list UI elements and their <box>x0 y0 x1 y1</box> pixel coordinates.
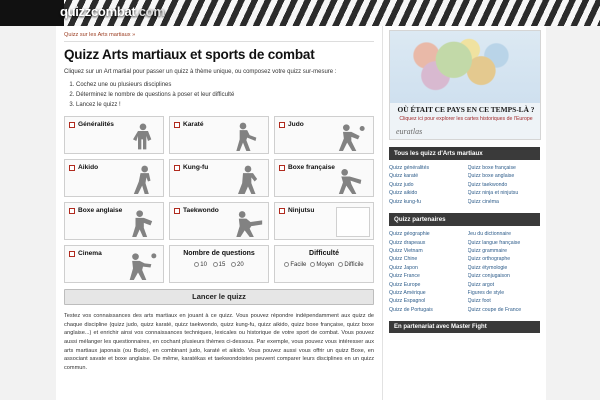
partner-link-portugais[interactable]: Quizz de Portugais <box>389 306 433 313</box>
discipline-boxe-francaise[interactable] <box>274 159 374 197</box>
difficulty-radios <box>279 262 369 268</box>
sidebar-martial-links <box>389 164 540 206</box>
partner-link-chine[interactable]: Quizz Chine <box>389 256 418 263</box>
partner-links-col2 <box>468 230 541 314</box>
historic-map-image <box>390 31 541 103</box>
taekwondo-kick-icon <box>231 207 265 237</box>
partner-link-orthographe[interactable]: Quizz orthographe <box>467 256 511 263</box>
main-content <box>56 26 382 400</box>
discipline-kungfu[interactable] <box>169 159 269 197</box>
sidebar <box>382 26 546 400</box>
aikido-silhouette-icon <box>126 164 160 194</box>
launch-quizz-button[interactable]: Lancer le quizz <box>64 289 374 305</box>
discipline-grid <box>64 116 374 240</box>
ad-brand: euratlas <box>396 127 423 136</box>
radio-dot-icon[interactable] <box>338 262 343 267</box>
sidebar-link-taekwondo[interactable]: Quizz taekwondo <box>467 181 508 188</box>
page-body <box>56 26 546 400</box>
partner-link-grammaire[interactable]: Quizz grammaire <box>467 247 507 254</box>
discipline-ninjutsu[interactable] <box>274 202 374 240</box>
sidebar-martial-heading: Tous les quizz d'Arts martiaux <box>389 147 540 160</box>
discipline-label: Taekwondo <box>183 207 219 215</box>
sidebar-link-boxe-francaise[interactable]: Quizz boxe française <box>467 165 516 171</box>
kungfu-stance-icon <box>231 164 265 194</box>
ad-subtitle[interactable]: Cliquez ici pour explorer les cartes historiques de l'Europe <box>399 116 533 122</box>
sidebar-link-karate[interactable]: Quizz karaté <box>389 173 419 180</box>
savate-kick-icon <box>336 164 370 194</box>
radio-label: Difficile <box>344 262 364 269</box>
options-row <box>64 245 374 283</box>
discipline-label: Aikido <box>78 164 99 172</box>
discipline-taekwondo[interactable] <box>169 202 269 240</box>
discipline-karate[interactable] <box>169 116 269 154</box>
partner-link-argot[interactable]: Quizz argot <box>467 281 495 288</box>
discipline-cinema[interactable] <box>64 245 164 283</box>
site-logo[interactable] <box>60 4 165 19</box>
checkbox-generalites[interactable] <box>69 122 75 128</box>
radio-dot-icon[interactable] <box>310 262 315 267</box>
radio-questions-15[interactable] <box>213 262 226 268</box>
partner-link-france[interactable]: Quizz France <box>389 273 420 280</box>
breadcrumb[interactable] <box>64 30 374 42</box>
right-gutter <box>546 26 600 400</box>
discipline-label: Boxe anglaise <box>78 207 123 215</box>
sidebar-partner-links <box>389 230 540 314</box>
partner-link-drapeaux[interactable]: Quizz drapeaux <box>389 239 426 246</box>
radio-label: Facile <box>290 262 307 269</box>
checkbox-boxe-francaise[interactable] <box>279 165 285 171</box>
discipline-label: Karaté <box>183 121 204 129</box>
step-item: 1. Cochez une ou plusieurs disciplines <box>76 81 374 89</box>
radio-questions-20[interactable] <box>231 262 244 268</box>
judo-throw-icon <box>336 121 370 151</box>
checkbox-karate[interactable] <box>174 122 180 128</box>
ad-title: OÙ ÉTAIT CE PAYS EN CE TEMPS-LÀ ? <box>397 105 535 114</box>
checkbox-ninjutsu[interactable] <box>279 208 285 214</box>
difficulty-block <box>274 245 374 283</box>
partner-link-coupe-de-france[interactable]: Quizz coupe de France <box>467 306 522 313</box>
logo-text: quizzcombat <box>60 4 136 19</box>
sidebar-link-judo[interactable]: Quizz judo <box>389 181 414 188</box>
header-left-block <box>0 0 64 26</box>
martial-links-col1 <box>389 164 462 206</box>
radio-difficulty-difficile[interactable] <box>338 262 363 268</box>
partner-link-amerique[interactable]: Quizz Amérique <box>389 290 426 297</box>
discipline-aikido[interactable] <box>64 159 164 197</box>
checkbox-cinema[interactable] <box>69 251 75 257</box>
advertisement-euratlas[interactable] <box>389 30 541 140</box>
checkbox-kungfu[interactable] <box>174 165 180 171</box>
discipline-judo[interactable] <box>274 116 374 154</box>
partner-link-foot[interactable]: Quizz foot <box>467 298 491 305</box>
discipline-label: Boxe française <box>288 164 335 172</box>
partner-link-europe[interactable]: Quizz Europe <box>389 281 421 288</box>
questions-count-radios <box>174 262 264 268</box>
discipline-label: Judo <box>288 121 304 129</box>
boxing-punch-icon <box>126 207 160 237</box>
radio-dot-icon[interactable] <box>231 262 236 267</box>
sidebar-link-ninjutsu[interactable]: Quizz ninja et ninjutsu <box>467 190 519 197</box>
partner-link-etymologie[interactable]: Quizz étymologie <box>467 264 508 271</box>
questions-count-block <box>169 245 269 283</box>
radio-difficulty-facile[interactable] <box>284 262 306 268</box>
page-title: Quizz Arts martiaux et sports de combat <box>64 47 315 62</box>
sidebar-link-cinema[interactable]: Quizz cinéma <box>467 198 499 205</box>
fighter-silhouette-icon <box>126 121 160 151</box>
discipline-generalites[interactable] <box>64 116 164 154</box>
steps-list <box>64 81 374 109</box>
sidebar-footer-heading: En partenariat avec Master Fight <box>389 321 540 333</box>
radio-difficulty-moyen[interactable] <box>310 262 334 268</box>
sidebar-partners-heading: Quizz partenaires <box>389 213 540 226</box>
checkbox-boxe-anglaise[interactable] <box>69 208 75 214</box>
partner-link-japon[interactable]: Quizz Japon <box>389 264 418 271</box>
questions-count-title: Nombre de questions <box>183 250 255 258</box>
difficulty-title: Difficulté <box>309 250 339 258</box>
radio-dot-icon[interactable] <box>213 262 218 267</box>
partner-link-figures-de-style[interactable]: Figures de style <box>467 290 505 297</box>
step-item: 2. Déterminez le nombre de questions à poser et leur difficulté <box>76 91 374 99</box>
radio-dot-icon[interactable] <box>284 262 289 267</box>
sidebar-link-generalites[interactable]: Quizz généralités <box>389 165 430 171</box>
discipline-label: Cinema <box>78 250 102 258</box>
checkbox-judo[interactable] <box>279 122 285 128</box>
radio-dot-icon[interactable] <box>194 262 199 267</box>
movie-fight-icon <box>126 250 160 280</box>
radio-label: 10 <box>200 262 207 269</box>
sidebar-link-boxe-anglaise[interactable]: Quizz boxe anglaise <box>467 173 515 180</box>
discipline-label: Généralités <box>78 121 114 129</box>
martial-links-col2 <box>468 164 541 206</box>
partner-link-geographie[interactable]: Quizz géographie <box>389 231 430 238</box>
partner-links-col1 <box>389 230 462 314</box>
sidebar-link-aikido[interactable]: Quizz aikido <box>389 190 418 197</box>
radio-label: 15 <box>218 262 226 269</box>
left-gutter <box>0 26 56 400</box>
checkbox-aikido[interactable] <box>69 165 75 171</box>
discipline-label: Kung-fu <box>183 164 209 172</box>
logo-suffix: .com <box>135 4 165 19</box>
radio-label: Moyen <box>316 262 335 269</box>
empty-frame-icon <box>336 207 370 237</box>
step-item: 3. Lancez le quizz ! <box>76 101 374 109</box>
karate-kick-icon <box>231 121 265 151</box>
radio-label: 20 <box>237 262 244 269</box>
partner-link-conjugaison[interactable]: Quizz conjugaison <box>467 273 510 280</box>
partner-link-langue-francaise[interactable]: Quizz langue française <box>467 239 521 246</box>
partner-link-vietnam[interactable]: Quizz Vietnam <box>389 247 423 254</box>
checkbox-taekwondo[interactable] <box>174 208 180 214</box>
intro-text: Cliquez sur un Art martial pour passer un quizz à thème unique, ou composez votre quizz sur-mesure : <box>64 69 337 75</box>
seo-description: Testez vos connaissances des arts martiaux en jouant à ce quizz. Vous pouvez répondre indépendamment aux quizz de chaque discipline (quizz judo, quizz karaté, quizz taekwondo, quizz kung-fu, quizz aikido, quizz boxe française, quizz boxe anglaise...) et enrichir ainsi vos connaissances techniques, lexicales ou historique de votre sport de combat. Vous pouvez aussi mélanger les questionnaires, en cochant plusieurs thèmes ci-dessous. Par exemple, vous pouvez vous intéresser aux arts martiaux japonais (ou Budo), en combinant judo, karaté et aikido. Vous pouvez aussi vous offrir un quizz Boxe, en associant savate et boxe anglaise. De même, karatékas et taekwondoistes peuvent comparer leurs disciplines en un quizz commun. <box>64 313 374 372</box>
discipline-label: Ninjutsu <box>288 207 315 215</box>
partner-link-espagnol[interactable]: Quizz Espagnol <box>389 298 426 305</box>
partner-link-dictionnaire[interactable]: Jeu du dictionnaire <box>467 231 512 238</box>
discipline-boxe-anglaise[interactable] <box>64 202 164 240</box>
breadcrumb-label: Quizz sur les Arts martiaux » <box>64 32 136 38</box>
sidebar-link-kungfu[interactable]: Quizz kung-fu <box>389 198 422 205</box>
site-header-banner <box>0 0 600 26</box>
radio-questions-10[interactable] <box>194 262 207 268</box>
